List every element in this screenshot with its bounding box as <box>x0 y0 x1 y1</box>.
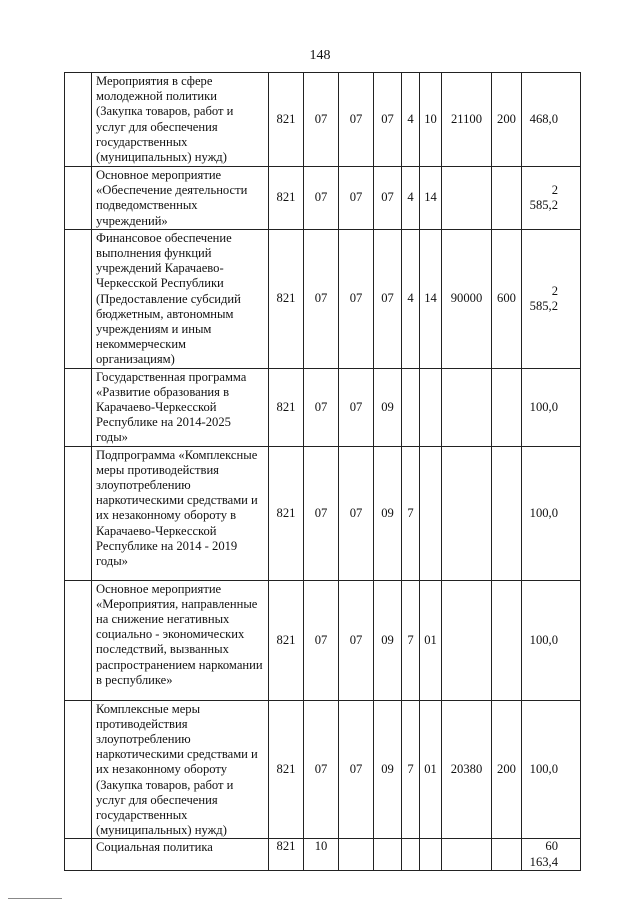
number-cell <box>65 446 92 580</box>
program-code-cell: 07 <box>374 167 402 230</box>
subsection-code-cell <box>339 839 374 870</box>
table-row <box>65 229 581 368</box>
expense-type-code-cell: 200 <box>492 73 522 167</box>
number-cell <box>65 229 92 368</box>
expense-type-code-cell <box>492 839 522 870</box>
expense-type-code-cell <box>492 580 522 700</box>
number-cell <box>65 700 92 839</box>
number-cell <box>65 839 92 870</box>
program-code-cell: 07 <box>374 73 402 167</box>
direction-code-cell: 21100 <box>442 73 492 167</box>
amount-cell: 2 585,2 <box>522 167 581 230</box>
event-code-cell: 14 <box>420 229 442 368</box>
section-code-cell: 07 <box>304 700 339 839</box>
page-number: 148 <box>309 48 331 63</box>
table-row <box>65 580 581 700</box>
ministry-code-cell: 821 <box>269 368 304 446</box>
direction-code-cell: 90000 <box>442 229 492 368</box>
budget-table <box>64 72 581 871</box>
ministry-code-cell: 821 <box>269 446 304 580</box>
direction-code-cell <box>442 839 492 870</box>
table-row <box>65 167 581 230</box>
ministry-code-cell: 821 <box>269 839 304 870</box>
event-code-cell <box>420 368 442 446</box>
subsection-code-cell: 07 <box>339 368 374 446</box>
table-row <box>65 368 581 446</box>
event-code-cell: 14 <box>420 167 442 230</box>
table-row <box>65 700 581 839</box>
number-cell <box>65 167 92 230</box>
footer-rule <box>8 898 62 899</box>
expense-type-code-cell: 200 <box>492 700 522 839</box>
subprogram-code-cell: 4 <box>402 229 420 368</box>
description-cell: Комплексные меры противодействия злоупотреблению наркотическими средствами и их незаконному обороту (Закупка товаров, работ и услуг для обеспечения государственных (муниципальных) нужд) <box>92 700 269 839</box>
description-cell: Финансовое обеспечение выполнения функций учреждений Карачаево-Черкесской Республики (Предоставление субсидий бюджетным, автономным учреждениям и иным некоммерческим организациям) <box>92 229 269 368</box>
section-code-cell: 07 <box>304 446 339 580</box>
subsection-code-cell: 07 <box>339 580 374 700</box>
ministry-code-cell: 821 <box>269 700 304 839</box>
description-cell: Подпрограмма «Комплексные меры противодействия злоупотреблению наркотическими средствами и их незаконному обороту в Карачаево-Черкесской Республике на 2014 - 2019 годы» <box>92 446 269 580</box>
program-code-cell <box>374 839 402 870</box>
expense-type-code-cell: 600 <box>492 229 522 368</box>
expense-type-code-cell <box>492 368 522 446</box>
description-cell: Государственная программа «Развитие образования в Карачаево-Черкесской Республике на 2014-2025 годы» <box>92 368 269 446</box>
subprogram-code-cell <box>402 368 420 446</box>
section-code-cell: 07 <box>304 368 339 446</box>
subsection-code-cell: 07 <box>339 700 374 839</box>
program-code-cell: 07 <box>374 229 402 368</box>
amount-cell: 60 163,4 <box>522 839 581 870</box>
program-code-cell: 09 <box>374 368 402 446</box>
amount-cell: 468,0 <box>522 73 581 167</box>
ministry-code-cell: 821 <box>269 73 304 167</box>
subprogram-code-cell <box>402 839 420 870</box>
amount-cell: 100,0 <box>522 368 581 446</box>
subprogram-code-cell: 7 <box>402 580 420 700</box>
direction-code-cell <box>442 167 492 230</box>
event-code-cell: 10 <box>420 73 442 167</box>
event-code-cell <box>420 839 442 870</box>
number-cell <box>65 580 92 700</box>
subprogram-code-cell: 7 <box>402 446 420 580</box>
ministry-code-cell: 821 <box>269 580 304 700</box>
section-code-cell: 07 <box>304 229 339 368</box>
amount-cell: 100,0 <box>522 700 581 839</box>
description-cell: Мероприятия в сфере молодежной политики (Закупка товаров, работ и услуг для обеспечения государственных (муниципальных) нужд) <box>92 73 269 167</box>
program-code-cell: 09 <box>374 700 402 839</box>
program-code-cell: 09 <box>374 580 402 700</box>
program-code-cell: 09 <box>374 446 402 580</box>
amount-cell: 2 585,2 <box>522 229 581 368</box>
direction-code-cell <box>442 446 492 580</box>
subsection-code-cell: 07 <box>339 446 374 580</box>
table-row <box>65 446 581 580</box>
ministry-code-cell: 821 <box>269 229 304 368</box>
subsection-code-cell: 07 <box>339 167 374 230</box>
direction-code-cell <box>442 580 492 700</box>
section-code-cell: 07 <box>304 167 339 230</box>
description-cell: Основное мероприятие «Обеспечение деятельности подведомственных учреждений» <box>92 167 269 230</box>
event-code-cell: 01 <box>420 580 442 700</box>
description-cell: Основное мероприятие «Мероприятия, направленные на снижение негативных социально - экономических последствий, вызванных распространением наркомании в республике» <box>92 580 269 700</box>
description-cell: Социальная политика <box>92 839 269 870</box>
subprogram-code-cell: 4 <box>402 73 420 167</box>
direction-code-cell <box>442 368 492 446</box>
event-code-cell: 01 <box>420 700 442 839</box>
section-code-cell: 07 <box>304 73 339 167</box>
subsection-code-cell: 07 <box>339 73 374 167</box>
subsection-code-cell: 07 <box>339 229 374 368</box>
subprogram-code-cell: 7 <box>402 700 420 839</box>
table-row <box>65 73 581 167</box>
number-cell <box>65 368 92 446</box>
table-row <box>65 839 581 870</box>
expense-type-code-cell <box>492 446 522 580</box>
number-cell <box>65 73 92 167</box>
direction-code-cell: 20380 <box>442 700 492 839</box>
event-code-cell <box>420 446 442 580</box>
section-code-cell: 10 <box>304 839 339 870</box>
amount-cell: 100,0 <box>522 446 581 580</box>
amount-cell: 100,0 <box>522 580 581 700</box>
section-code-cell: 07 <box>304 580 339 700</box>
ministry-code-cell: 821 <box>269 167 304 230</box>
subprogram-code-cell: 4 <box>402 167 420 230</box>
expense-type-code-cell <box>492 167 522 230</box>
